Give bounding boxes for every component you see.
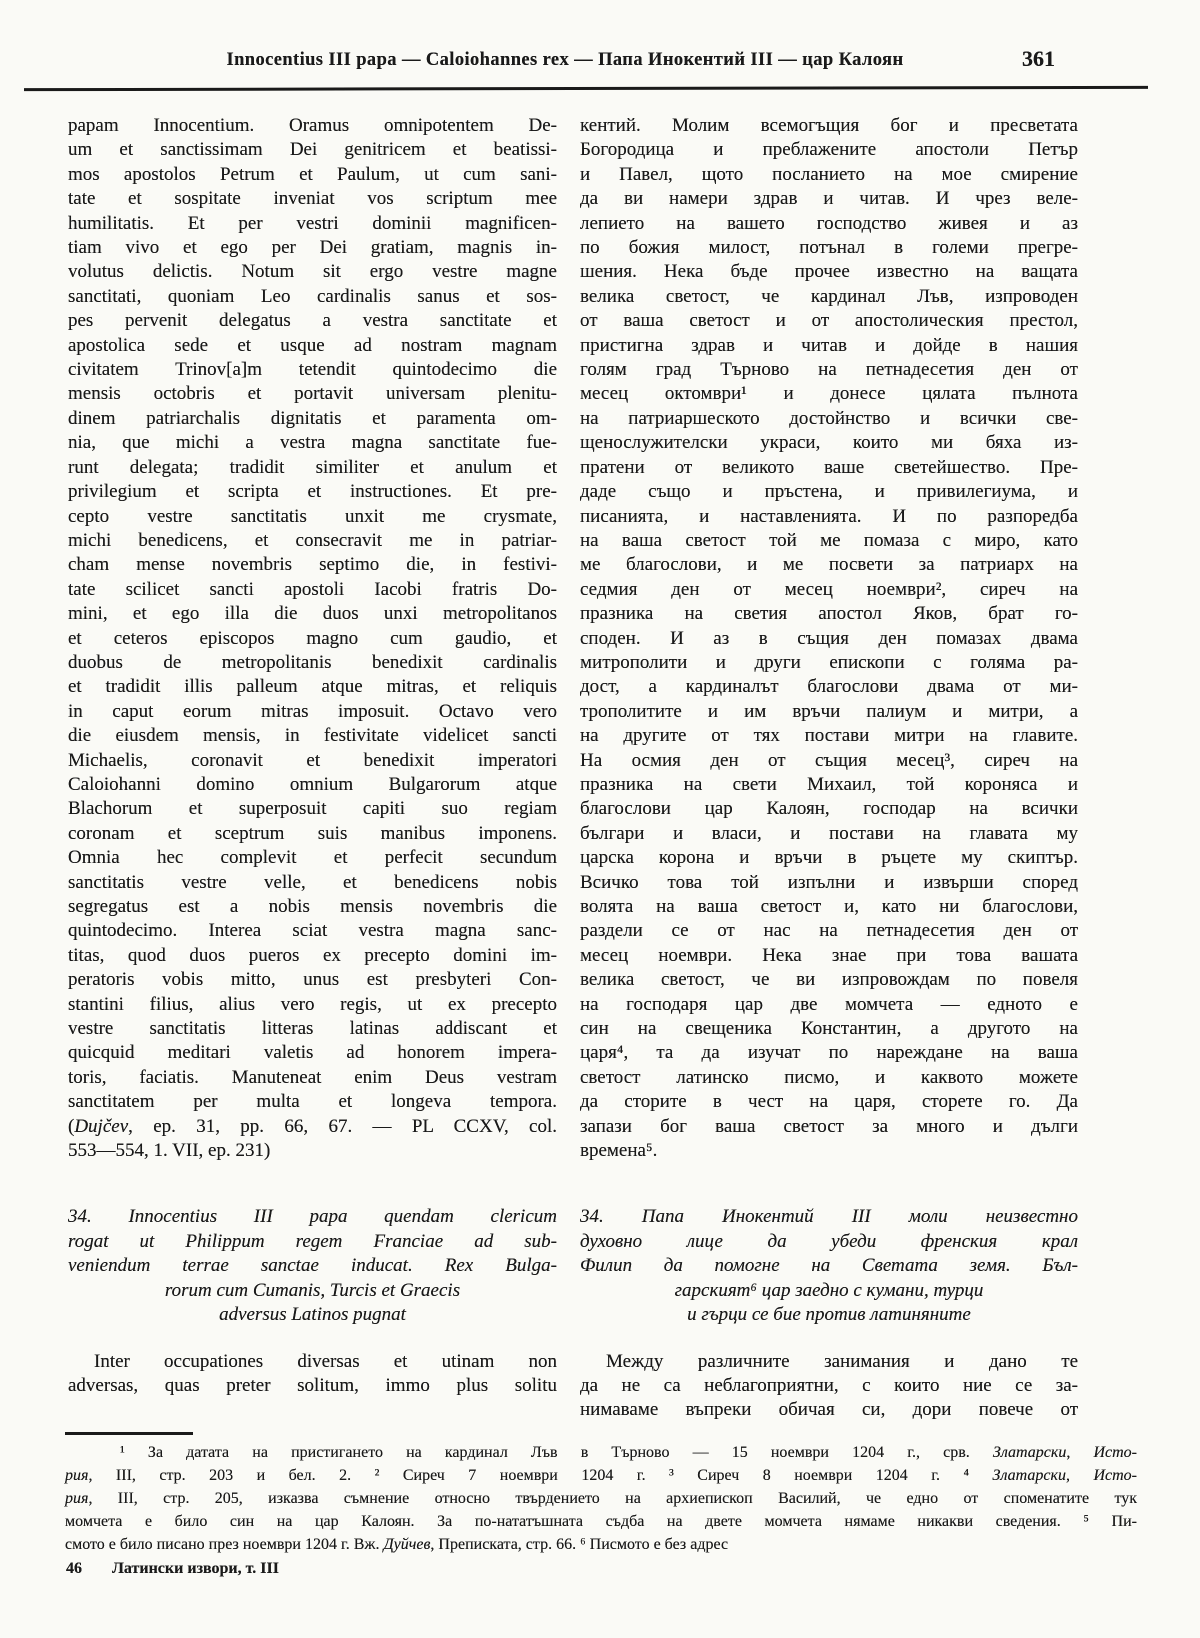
text-line: по божия милост, потънал в големи прегре- (580, 237, 1078, 259)
footnotes-block (65, 1441, 1137, 1556)
text-line: светост латинско писмо, и каквото можете (580, 1066, 1078, 1088)
text-line: царя⁴, та да изучат по нареждане на ваша (580, 1042, 1078, 1064)
text-line: Богородица и преблажените апостоли Петър (580, 139, 1078, 161)
bulgarian-paragraph (580, 1350, 1078, 1423)
text-line (65, 1464, 1137, 1487)
text-line: tiam vivo et ego per Dei gratiam, magnis in- (68, 237, 557, 259)
text-line: царска корона и връчи в ръцете му скиптър. (580, 847, 1078, 869)
text-line: titas, quod duos pueros ex precepto domini im- (68, 944, 557, 966)
text-line: даде също и пръстена, и привилегиума, и (580, 481, 1078, 503)
text-line: да сторите в чест на царя, сторете го. Да (580, 1091, 1078, 1113)
text-line: et ceteros episcopos magno cum gaudio, et (68, 627, 557, 649)
text-line: in caput eorum mitras imposuit. Octavo vero (68, 700, 557, 722)
bulgarian-column (580, 114, 1078, 1423)
text-line: mini, et ego illa die duos unxi metropolitanos (68, 603, 557, 625)
text-line: Между различните занимания и дано те (606, 1350, 1078, 1372)
text-line: раздели се от нас на петнадесетия ден от (580, 920, 1078, 942)
text-line: adversus Latinos pugnat (219, 1304, 406, 1326)
signature-number: 46 (66, 1560, 82, 1577)
text-line: volutus delictis. Notum sit ergo vestre magne (68, 261, 557, 283)
text-line: от ваша светост и от апостолическия престол, (580, 310, 1078, 332)
text-segment: , III, стр. 203 и бел. 2. ² Сиреч 7 ноември 1204 г. ³ Сиреч 8 ноември 1204 г. ⁴ (88, 1467, 993, 1484)
text-line: stantini filius, alius vero regis, ut ex precepto (68, 993, 557, 1015)
text-line: и гърци се бие против латиняните (687, 1304, 971, 1326)
text-line: et tradidit illis palleum atque mitras, et reliquis (68, 676, 557, 698)
text-line: 553—554, 1. VII, ep. 231) (68, 1140, 271, 1162)
text-line: дост, а кардиналът благослови двама от ми- (580, 676, 1078, 698)
text-line: месец ноември. Нека знае при това вашата (580, 944, 1078, 966)
text-segment: , (1066, 1444, 1094, 1461)
text-line: празника на светия апостол Яков, брат го- (580, 603, 1078, 625)
text-line: pes pervenit delegatus a vestra sanctitate et (68, 310, 557, 332)
text-line: rogat ut Philippum regem Franciae ad sub- (68, 1230, 557, 1252)
italic-text-segment: Dujčev (74, 1115, 129, 1137)
text-line: toris, faciatis. Manuteneat enim Deus vestram (68, 1066, 557, 1088)
text-line: Michaelis, coronavit et benedixit imperatori (68, 749, 557, 771)
text-line: Blachorum et superposuit capiti suo regiam (68, 798, 557, 820)
text-line: duobus de metropolitanis benedixit cardinalis (68, 651, 557, 673)
text-segment: , ep. 31, pp. 66, 67. — PL CCXV, col. (128, 1115, 557, 1137)
text-segment: , (1065, 1467, 1094, 1484)
text-line: runt delegata; tradidit similiter et anulum et (68, 456, 557, 478)
text-line: Caloiohanni domino omnium Bulgarorum atque (68, 773, 557, 795)
text-line: sanctitatem per multa et longeva tempora. (68, 1091, 557, 1113)
text-line: mos apostolos Petrum et Paulum, ut cum sani- (68, 163, 557, 185)
text-line: adversas, quas preter solitum, immo plus solitu (68, 1374, 557, 1396)
text-line: велика светост, че кардинал Лъв, изпроводен (580, 285, 1078, 307)
text-line (65, 1533, 1137, 1556)
text-line: седмия ден от месец ноември², сиреч на (580, 578, 1078, 600)
text-line: quicquid meditari valetis ad honorem impera- (68, 1042, 557, 1064)
text-line: На осмия ден от същия месец³, сиреч на (580, 749, 1078, 771)
text-line: segregatus est a nobis mensis novembris die (68, 896, 557, 917)
text-line: privilegium et scripta et instructiones. Et pre- (68, 481, 557, 503)
latin-section-heading (68, 1205, 557, 1327)
italic-text-segment: Златарски (992, 1467, 1066, 1484)
text-line: 34. Папа Инокентий III моли неизвестно (580, 1206, 1078, 1228)
text-line: времена⁵. (580, 1140, 658, 1162)
text-line: apostolica sede et usque ad nostram magnam (68, 334, 557, 356)
italic-text-segment: Исто- (1093, 1444, 1138, 1461)
text-line: civitatem Trinov[a]m tetendit quintodecimo die (68, 359, 557, 381)
signature-title: Латински извори, т. III (112, 1560, 279, 1577)
text-line: peratoris vobis mitto, unus est presbyteri Con- (68, 969, 557, 991)
text-line: на господаря цар две момчета — едното е (580, 993, 1078, 1015)
text-line: um et sanctissimam Dei genitricem et beatissi- (68, 139, 557, 161)
italic-text-segment: Дуйчев (383, 1536, 431, 1553)
text-line: велика светост, че ви изпровождам по повеля (580, 969, 1078, 991)
italic-text-segment: Златарски (992, 1444, 1067, 1461)
text-line: tate et sospitate inveniat vos scriptum mee (68, 188, 557, 210)
text-line: лепието на вашето господство живея и аз (580, 212, 1078, 234)
text-line: син на свещеника Константин, а другото на (580, 1018, 1078, 1040)
text-line: гарският⁶ цар заедно с кумани, турци (674, 1279, 984, 1301)
text-line: dinem patriarchalis dignitatis et paramenta om- (68, 407, 557, 429)
text-line: момчета е било син на цар Калоян. За по-нататъшната съдба на двете момчета нямаме никакви сведения. ⁵ Пи- (65, 1513, 1137, 1530)
text-line: die eiusdem mensis, in festivitate videlicet sancti (68, 725, 557, 747)
text-line: tate scilicet sancti apostoli Iacobi fratris Do- (68, 578, 557, 600)
text-segment: ( (68, 1115, 75, 1137)
footnote-separator (65, 1432, 193, 1435)
text-line (68, 1115, 557, 1139)
text-line: rorum cum Cumanis, Turcis et Graecis (164, 1279, 461, 1301)
text-line: голям град Търново на петнадесетия ден от (580, 359, 1078, 381)
text-line: и Павел, щото посланието на мое смирение (580, 163, 1078, 185)
text-line: кентий. Молим всемогъщия бог и пресветата (580, 115, 1078, 136)
text-line: писанията, и наставленията. И по разпоредба (580, 505, 1078, 527)
text-line: cepto vestre sanctitatis unxit me crysmate, (68, 505, 557, 527)
text-line: на ваша светост той ме помаза с миро, като (580, 529, 1078, 551)
text-line: шения. Нека бъде прочее известно на ващата (580, 261, 1078, 283)
text-line: волята на ваша светост и, като ни благослови, (580, 896, 1078, 917)
text-line (65, 1487, 1137, 1510)
page-number: 361 (1022, 46, 1055, 71)
text-line: Всичко това той изпълни и извърши според (580, 871, 1078, 893)
text-line: българи и власи, и постави на главата му (580, 822, 1078, 844)
latin-paragraph (68, 1350, 557, 1399)
text-line: да не са неблагоприятни, с които ние се за- (580, 1374, 1078, 1396)
text-line: nia, que michi a vestra magna sanctitate fue- (68, 432, 557, 454)
italic-text-segment: рия (65, 1467, 89, 1484)
text-line: на другите от тях постави митри на главите. (580, 725, 1078, 747)
text-line: cham mense novembris septimo die, in festivi- (68, 554, 557, 576)
text-segment: ¹ За датата на пристигането на кардинал Лъв в Търново — 15 ноември 1204 г., срв. (120, 1444, 993, 1461)
header-rule (24, 86, 1148, 91)
text-line: sanctitatis vestre velle, et benedicens nobis (68, 871, 557, 893)
text-line: humilitatis. Et per vestri dominii magnificen- (68, 212, 557, 234)
latin-column (68, 114, 557, 1398)
text-line: трополитите и им връчи палиум и митри, а (580, 700, 1078, 722)
bulgarian-section-heading (580, 1205, 1078, 1327)
text-line: митрополити и други епископи с голяма ра- (580, 651, 1078, 673)
text-line: mensis octobris et portavit universam plenitu- (68, 383, 557, 405)
text-line: на патриаршеското достойнство и всички све- (580, 407, 1078, 429)
text-segment: , Преписката, стр. 66. ⁶ Писмото е без адрес (430, 1536, 729, 1553)
text-line: ме благослови, и ме посвети за патриарх на (580, 554, 1078, 576)
bulgarian-body-text (580, 114, 1078, 1163)
text-line (65, 1441, 1137, 1464)
text-line: Omnia hec complevit et perfecit secundum (68, 847, 557, 869)
text-line: запази бог ваша светост за много и дълги (580, 1115, 1078, 1137)
text-line: veniendum terrae sanctae inducat. Rex Bulga- (68, 1255, 557, 1277)
text-line: благослови цар Калоян, господар на всички (580, 798, 1078, 820)
text-line: духовно лице да убеди френския крал (580, 1230, 1078, 1252)
italic-text-segment: рия (65, 1490, 89, 1507)
text-line: coronam et sceptrum suis manibus imponens. (68, 822, 557, 844)
text-line: papam Innocentium. Oramus omnipotentem De- (68, 115, 557, 136)
text-segment: , III, стр. 205, изказва съмнение относно твърдението на архиепископ Василий, че едно от споменатите тук (88, 1490, 1137, 1507)
text-line: vestre sanctitatis litteras latinas addiscant et (68, 1018, 557, 1040)
latin-body-text (68, 114, 557, 1163)
text-line: Inter occupationes diversas et utinam non (94, 1350, 557, 1372)
text-line: споден. И аз в същия ден помазах двама (580, 627, 1078, 649)
text-line: месец октомври¹ и донесе цялата пълнота (580, 383, 1078, 405)
text-line: пратени от великото ваше светейшество. Пре- (580, 456, 1078, 478)
text-line: sanctitati, quoniam Leo cardinalis sanus et sos- (68, 285, 557, 307)
text-line: да ви намери здрав и читав. И чрез веле- (580, 188, 1078, 210)
text-line: quintodecimo. Interea sciat vestra magna sanc- (68, 920, 557, 942)
text-line: 34. Innocentius III papa quendam clericum (68, 1206, 557, 1228)
text-segment: смото е било писано през ноември 1204 г. Вж. (65, 1536, 384, 1553)
text-line: пристигна здрав и читав и дойде в нашия (580, 334, 1078, 356)
running-title: Innocentius III papa — Caloiohannes rex — Папа Инокентий III — цар Калоян (226, 50, 904, 70)
text-line: празника на свети Михаил, той короняса и (580, 773, 1078, 795)
italic-text-segment: Исто- (1093, 1467, 1138, 1484)
text-line: нимаваме въпреки обичая си, дори повече от (580, 1399, 1078, 1421)
print-signature (66, 1560, 279, 1578)
text-line: Филип да помогне на Светата земя. Бъл- (580, 1255, 1078, 1277)
text-line: щенослужителски украси, които ми бяха из- (580, 432, 1078, 454)
text-line: michi benedicens, et consecravit me in patriar- (68, 529, 557, 551)
